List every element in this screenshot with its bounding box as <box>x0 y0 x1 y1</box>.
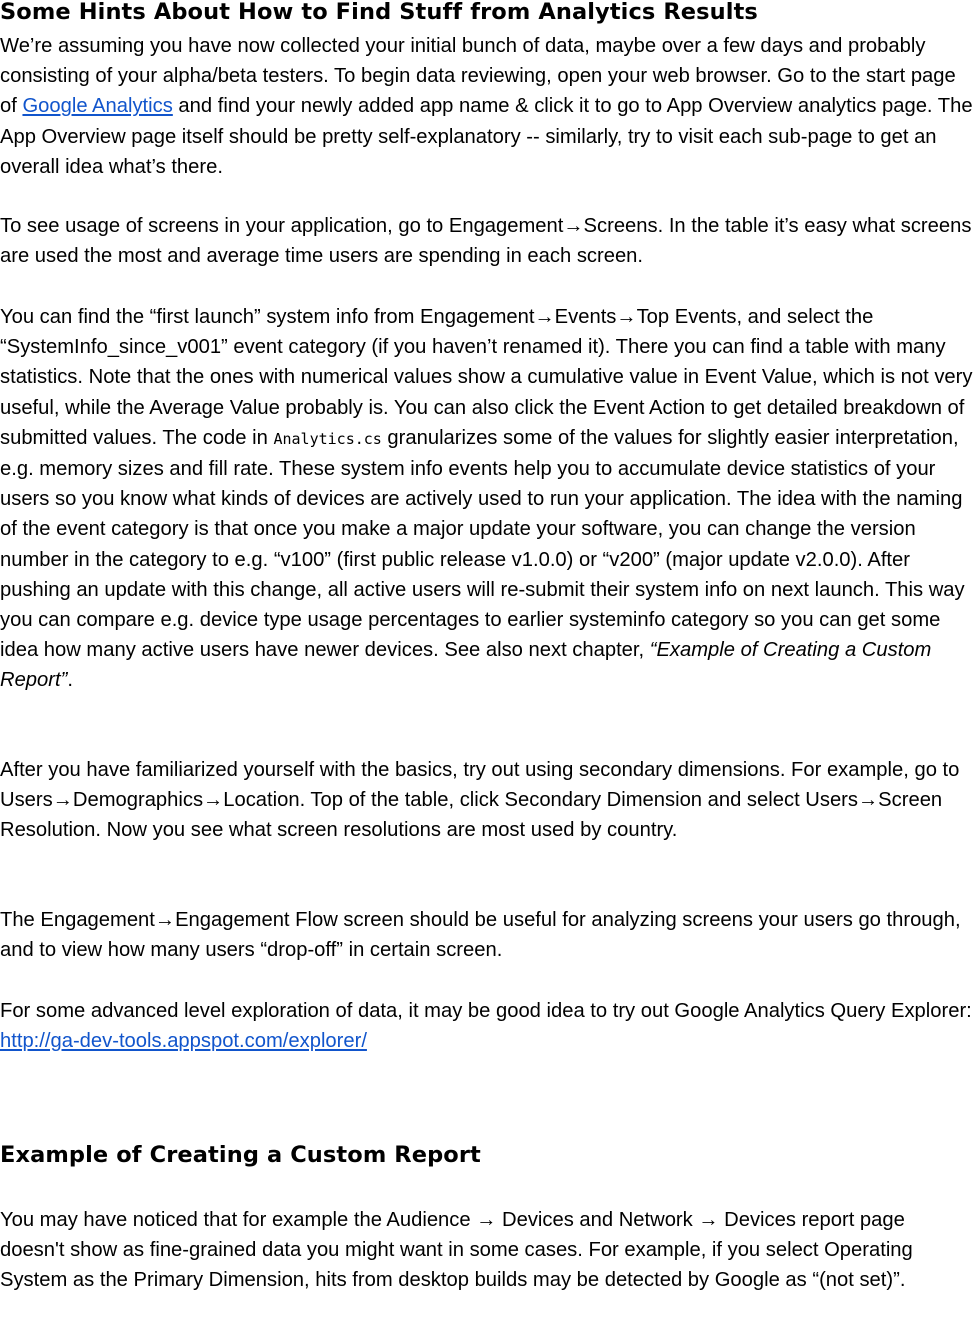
paragraph-intro-text-b: and find your newly added app name & click it to go to App Overview analytics page. The App Overview page itself should be pretty self-explanatory -- similarly, try to visit each sub-page to get an overall idea what’s there. <box>0 95 973 178</box>
analytics-cs-code: Analytics.cs <box>273 429 382 448</box>
section-heading-custom-report: Example of Creating a Custom Report <box>0 1142 481 1168</box>
paragraph-query-explorer-text: For some advanced level exploration of data, it may be good idea to try out Google Analytics Query Explorer: <box>0 1000 972 1022</box>
paragraph-system-info <box>0 302 973 696</box>
paragraph-custom-report-intro: You may have noticed that for example the Audience → Devices and Network → Devices report page doesn't show as fine-grained data you might want in some cases. For example, if you select Operating System as the Primary Dimension, hits from desktop builds may be detected by Google as “(not set)”. <box>0 1209 913 1292</box>
section-heading-analytics-hints: Some Hints About How to Find Stuff from Analytics Results <box>0 0 758 25</box>
paragraph-screens: To see usage of screens in your application, go to Engagement→Screens. In the table it’s easy what screens are used the most and average time users are spending in each screen. <box>0 215 972 268</box>
paragraph-secondary-dimensions: After you have familiarized yourself with the basics, try out using secondary dimensions. For example, go to Users→Demographics→Location. Top of the table, click Secondary Dimension and select Users→Screen Resolution. Now you see what screen resolutions are most used by country. <box>0 759 960 842</box>
paragraph-intro-text-a: We’re assuming you have now collected your initial bunch of data, maybe over a few days and probably consisting of your alpha/beta testers. To begin data reviewing, open your web browser. Go to the start page of <box>0 35 956 118</box>
query-explorer-link[interactable]: http://ga-dev-tools.appspot.com/explorer/ <box>0 1030 367 1053</box>
paragraph-query-explorer <box>0 996 973 1056</box>
paragraph-system-info-text-b: granularizes some of the values for slightly easier interpretation, e.g. memory sizes and fill rate. These system info events help you to accumulate device statistics of your users so you know what kinds of devices are actively used to run your application. The idea with the naming of the event category is that once you make a major update your software, you can change the version number in the category to e.g. “v100” (first public release v1.0.0) or “v200” (major update v2.0.0). After pushing an update with this change, all active users will re-submit their system info on next launch. This way you can compare e.g. device type usage percentages to earlier systeminfo category so you can get some idea how many active users have newer devices. See also next chapter, <box>0 426 965 662</box>
google-analytics-link[interactable]: Google Analytics <box>22 95 173 118</box>
paragraph-system-info-text-c: . <box>67 669 73 692</box>
paragraph-intro <box>0 31 973 182</box>
paragraph-engagement-flow: The Engagement→Engagement Flow screen should be useful for analyzing screens your users go through, and to view how many users “drop-off” in certain screen. <box>0 909 961 962</box>
paragraph-system-info-text-a: You can find the “first launch” system info from Engagement→Events→Top Events, and select the “SystemInfo_since_v001” event category (if you haven’t renamed it). There you can find a table with many statistics. Note that the ones with numerical values show a cumulative value in Event Value, which is not very useful, while the Average Value probably is. You can also click the Event Action to get detailed breakdown of submitted values. The code in <box>0 306 973 449</box>
custom-report-reference: “Example of Creating a Custom Report” <box>0 639 932 692</box>
